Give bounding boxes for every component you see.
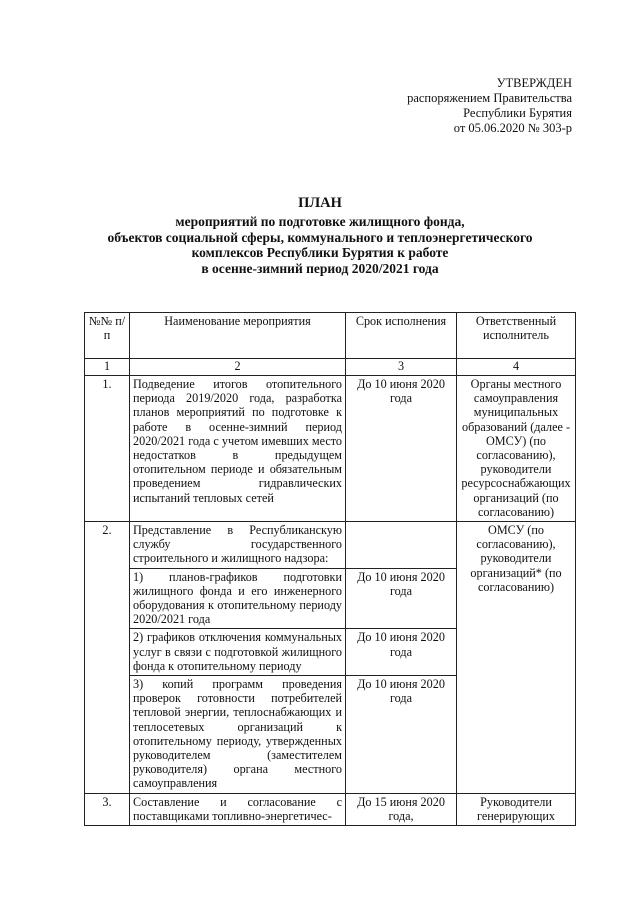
- title-heading: ПЛАН: [298, 195, 342, 211]
- column-number-row: [85, 359, 576, 376]
- col-number-2: 2: [130, 359, 346, 376]
- header-responsible: Ответственный исполнитель: [457, 313, 576, 359]
- document-title: [40, 196, 600, 277]
- row-2-sub3-name: 3) копий программ проведения проверок готовности потребителей тепловой энергии, теплоснабжающих и теплосетевых организаций к отопительному периоду, утвержденных руководителем (заместителем руководителя) органа местного самоуправления: [130, 676, 346, 794]
- row-1-num: 1.: [85, 376, 130, 522]
- plan-table: [84, 312, 576, 826]
- approval-region: Республики Бурятия: [463, 106, 572, 120]
- row-2-sub2-deadline: До 10 июня 2020 года: [346, 629, 457, 676]
- table-row: [85, 522, 576, 569]
- row-3-num: 3.: [85, 793, 130, 825]
- row-2-responsible: ОМСУ (по согласованию), руководители организаций* (по согласованию): [457, 522, 576, 794]
- title-line-4: комплексов Республики Бурятия к работе: [191, 245, 449, 261]
- approval-date-number: от 05.06.2020 № 303-р: [453, 121, 572, 135]
- row-2-sub1-deadline: До 10 июня 2020 года: [346, 568, 457, 629]
- table-row: [85, 793, 576, 825]
- header-name: Наименование мероприятия: [130, 313, 346, 359]
- col-number-1: 1: [85, 359, 130, 376]
- approval-block: [407, 76, 572, 136]
- header-num: №№ п/п: [85, 313, 130, 359]
- title-line-3: объектов социальной сферы, коммунального и теплоэнергетического: [107, 229, 533, 245]
- col-number-3: 3: [346, 359, 457, 376]
- row-3-name: Составление и согласование с поставщиками топливно-энергетичес-: [130, 793, 346, 825]
- row-1-deadline: До 10 июня 2020 года: [346, 376, 457, 522]
- row-2-sub2-name: 2) графиков отключения коммунальных услуг в связи с подготовкой жилищного фонда к отопительному периоду: [130, 629, 346, 676]
- row-2-intro: Представление в Республиканскую службу государственного строительного и жилищного надзора:: [130, 522, 346, 569]
- row-3-responsible: Руководители генерирующих: [457, 793, 576, 825]
- row-2-sub3-deadline: До 10 июня 2020 года: [346, 676, 457, 794]
- col-number-4: 4: [457, 359, 576, 376]
- row-1-name: Подведение итогов отопительного периода 2019/2020 года, разработка планов мероприятий по подготовке к работе в осенне-зимний период 2020/2021 года с учетом имевших место недостатков в предыдущем отопительном периоде и обязательным проведением гидравлических испытаний тепловых сетей: [130, 376, 346, 522]
- row-2-deadline-empty: [346, 522, 457, 569]
- title-line-2: мероприятий по подготовке жилищного фонда,: [175, 213, 465, 229]
- row-2-num: 2.: [85, 522, 130, 794]
- row-3-deadline: До 15 июня 2020 года,: [346, 793, 457, 825]
- row-2-sub1-name: 1) планов-графиков подготовки жилищного фонда и его инженерного оборудования к отопительному периоду 2020/2021 года: [130, 568, 346, 629]
- title-line-5: в осенне-зимний период 2020/2021 года: [201, 261, 439, 277]
- approval-authority: распоряжением Правительства: [407, 91, 572, 105]
- table-row: [85, 376, 576, 522]
- header-deadline: Срок исполнения: [346, 313, 457, 359]
- table-header-row: [85, 313, 576, 359]
- approval-status: УТВЕРЖДЕН: [496, 76, 572, 90]
- row-1-responsible: Органы местного самоуправления муниципальных образований (далее - ОМСУ) (по согласованию), руководители ресурсоснабжающих организаций (по согласованию): [457, 376, 576, 522]
